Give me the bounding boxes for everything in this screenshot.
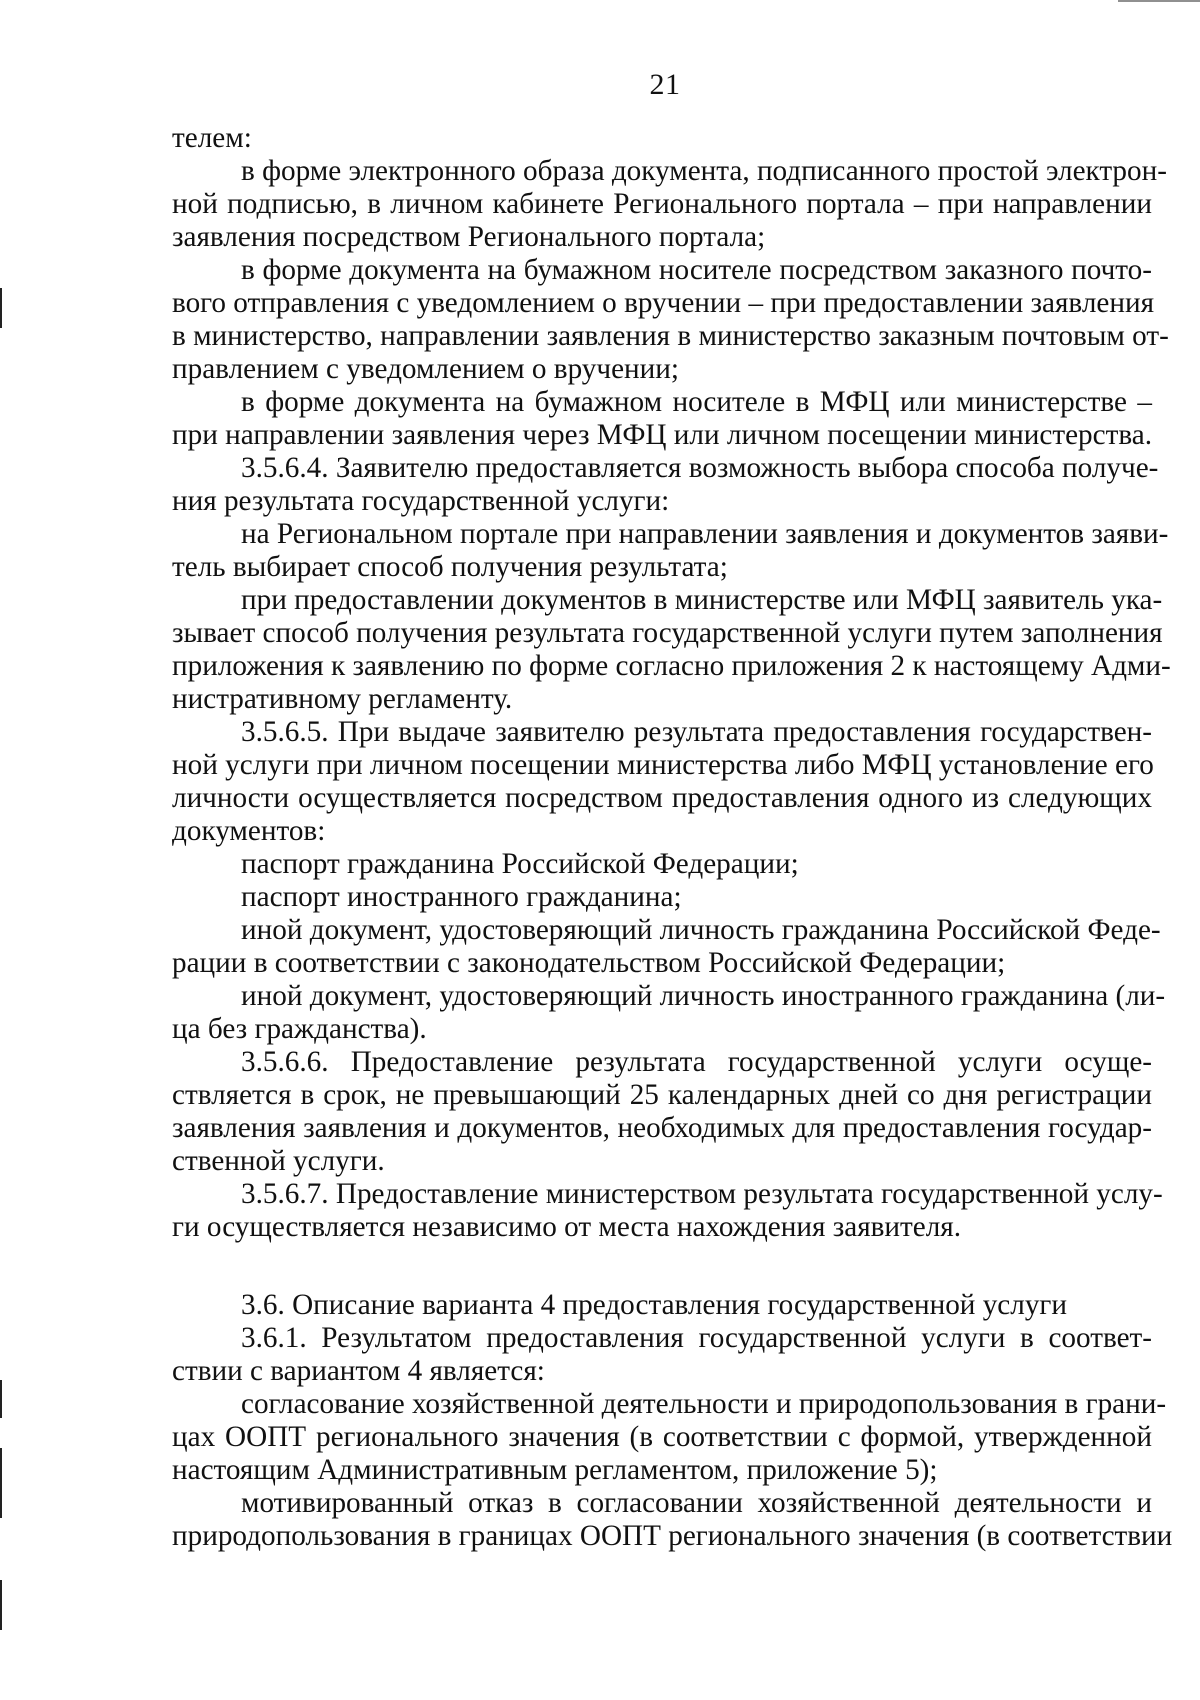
text-line: личности осуществляется посредством предоставления одного из следующих xyxy=(172,782,1152,814)
text-line: в министерство, направлении заявления в министерство заказным почтовым от- xyxy=(172,320,1169,352)
text-line: природопользования в границах ООПТ регионального значения (в соответствии xyxy=(172,1520,1173,1552)
text-line: рации в соответствии с законодательством Российской Федерации; xyxy=(172,947,1006,979)
text-line: тель выбирает способ получения результата; xyxy=(172,551,728,583)
text-line: ствляется в срок, не превышающий 25 календарных дней со дня регистрации xyxy=(172,1079,1152,1111)
text-line: вого отправления с уведомлением о вручении – при предоставлении заявления xyxy=(172,287,1155,319)
body-text xyxy=(172,122,1173,1553)
text-line: паспорт иностранного гражданина; xyxy=(241,881,682,913)
text-line: ния результата государственной услуги: xyxy=(172,485,670,517)
text-line: согласование хозяйственной деятельности и природопользования в грани- xyxy=(241,1388,1167,1420)
text-line: заявления заявления и документов, необходимых для предоставления государ- xyxy=(172,1112,1152,1144)
text-line: цах ООПТ регионального значения (в соответствии с формой, утвержденной xyxy=(172,1421,1152,1453)
text-line: 3.5.6.4. Заявителю предоставляется возможность выбора способа получе- xyxy=(241,452,1159,484)
text-line: нистративному регламенту. xyxy=(172,683,513,715)
text-line: мотивированный отказ в согласовании хозяйственной деятельности и xyxy=(241,1487,1152,1519)
section-heading: 3.6. Описание варианта 4 предоставления государственной услуги xyxy=(241,1289,1068,1321)
text-line: приложения к заявлению по форме согласно приложения 2 к настоящему Адми- xyxy=(172,650,1171,682)
text-line: при направлении заявления через МФЦ или личном посещении министерства. xyxy=(172,419,1152,451)
text-line: зывает способ получения результата государственной услуги путем заполнения xyxy=(172,617,1163,649)
page-number: 21 xyxy=(649,68,681,101)
scan-artifact xyxy=(1118,0,1200,2)
text-line: документов: xyxy=(172,815,326,847)
text-line: 3.6.1. Результатом предоставления государственной услуги в соответ- xyxy=(241,1322,1152,1354)
scan-artifact xyxy=(0,1580,2,1630)
text-line: 3.5.6.7. Предоставление министерством результата государственной услу- xyxy=(241,1178,1163,1210)
text-line: настоящим Административным регламентом, приложение 5); xyxy=(172,1454,938,1486)
text-line: при предоставлении документов в министерстве или МФЦ заявитель ука- xyxy=(241,584,1163,616)
paragraph-gap xyxy=(172,1244,1152,1289)
text-line: в форме электронного образа документа, подписанного простой электрон- xyxy=(241,155,1167,187)
text-line: правлением с уведомлением о вручении; xyxy=(172,353,679,385)
scan-artifact xyxy=(0,288,2,328)
text-line: на Региональном портале при направлении заявления и документов заяви- xyxy=(241,518,1169,550)
scan-artifact xyxy=(0,1448,2,1518)
text-line: ствии с вариантом 4 является: xyxy=(172,1355,545,1387)
text-line: заявления посредством Регионального портала; xyxy=(172,221,766,253)
text-line: в форме документа на бумажном носителе в МФЦ или министерстве – xyxy=(241,386,1152,418)
text-line: в форме документа на бумажном носителе посредством заказного почто- xyxy=(241,254,1152,286)
text-line: ной подписью, в личном кабинете Регионального портала – при направлении xyxy=(172,188,1152,220)
text-line: иной документ, удостоверяющий личность гражданина Российской Феде- xyxy=(241,914,1161,946)
text-line: ца без гражданства). xyxy=(172,1013,427,1045)
text-line: паспорт гражданина Российской Федерации; xyxy=(241,848,799,880)
scan-artifact xyxy=(0,1380,2,1418)
text-line: ги осуществляется независимо от места нахождения заявителя. xyxy=(172,1211,962,1243)
text-line: 3.5.6.6. Предоставление результата государственной услуги осуще- xyxy=(241,1046,1152,1078)
text-line: иной документ, удостоверяющий личность иностранного гражданина (ли- xyxy=(241,980,1166,1012)
text-line: 3.5.6.5. При выдаче заявителю результата предоставления государствен- xyxy=(241,716,1152,748)
text-line: ной услуги при личном посещении министерства либо МФЦ установление его xyxy=(172,749,1154,781)
text-line: телем: xyxy=(172,122,252,154)
text-line: ственной услуги. xyxy=(172,1145,385,1177)
